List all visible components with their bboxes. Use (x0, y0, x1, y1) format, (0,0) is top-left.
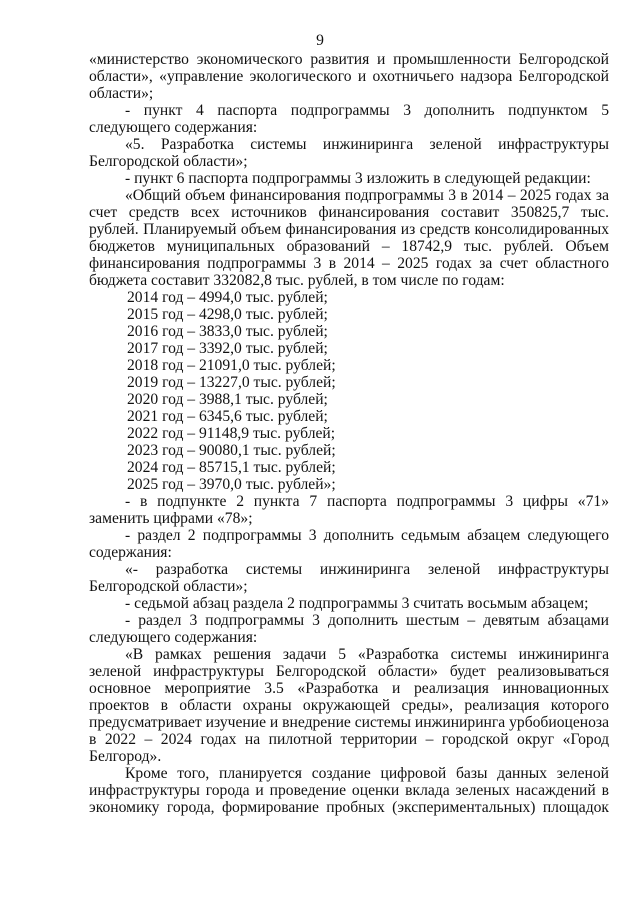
paragraph-funding-total: «Общий объем финансирования подпрограммы 3 в 2014 – 2025 годах за счет средств всех источников финансирования составит 350825,7 тыс. рублей. Планируемый объем финансирования из средств консолидированных бюджетов муниципальных образований – 18742,9 тыс. рублей. Объем финансирования подпрограммы 3 в 2014 – 2025 годах за счет областного бюджета составит 332082,8 тыс. рублей, в том числе по годам: (89, 187, 609, 289)
page-number: 9 (316, 32, 324, 49)
funding-year-line: 2024 год – 85715,1 тыс. рублей; (127, 459, 336, 476)
paragraph-item-6-amendment: - пункт 6 паспорта подпрограммы 3 изложить в следующей редакции: (125, 170, 591, 187)
funding-year-line: 2015 год – 4298,0 тыс. рублей; (127, 306, 328, 323)
paragraph-executors: «министерство экономического развития и промышленности Белгородской области», «управление экологического и охотничьего надзора Белгородской области»; (89, 51, 609, 102)
paragraph-task-5: «В рамках решения задачи 5 «Разработка системы инжиниринга зеленой инфраструктуры Белгородской области» будет реализовываться основное мероприятие 3.5 «Разработка и реализация инновационных проектов в области охраны окружающей среды», реализация которого предусматривает изучение и внедрение системы инжиниринга урбобиоценоза в 2022 – 2024 годах на пилотной территории – городской округ «Город Белгород». (89, 646, 609, 765)
funding-year-line: 2018 год – 21091,0 тыс. рублей; (127, 357, 336, 374)
paragraph-section-2-amendment: - раздел 2 подпрограммы 3 дополнить седьмым абзацем следующего содержания: (89, 527, 609, 561)
paragraph-section-2-new-text: «- разработка системы инжиниринга зеленой инфраструктуры Белгородской области»; (89, 561, 609, 595)
funding-year-line: 2019 год – 13227,0 тыс. рублей; (127, 374, 336, 391)
paragraph-item-7-amendment: - в подпункте 2 пункта 7 паспорта подпрограммы 3 цифры «71» заменить цифрами «78»; (89, 493, 609, 527)
funding-year-line: 2016 год – 3833,0 тыс. рублей; (127, 323, 328, 340)
paragraph-item-4-amendment: - пункт 4 паспорта подпрограммы 3 дополнить подпунктом 5 следующего содержания: (89, 102, 609, 136)
funding-year-line: 2025 год – 3970,0 тыс. рублей»; (127, 476, 336, 493)
document-body (89, 51, 609, 816)
paragraph-section-3-amendment: - раздел 3 подпрограммы 3 дополнить шестым – девятым абзацами следующего содержания: (89, 612, 609, 646)
funding-year-line: 2020 год – 3988,1 тыс. рублей; (127, 391, 328, 408)
funding-year-line: 2021 год – 6345,6 тыс. рублей; (127, 408, 328, 425)
paragraph-section-2-renumber: - седьмой абзац раздела 2 подпрограммы 3 считать восьмым абзацем; (125, 595, 589, 612)
funding-year-line: 2017 год – 3392,0 тыс. рублей; (127, 340, 328, 357)
funding-year-line: 2022 год – 91148,9 тыс. рублей; (127, 425, 336, 442)
funding-year-line: 2014 год – 4994,0 тыс. рублей; (127, 289, 328, 306)
funding-year-line: 2023 год – 90080,1 тыс. рублей; (127, 442, 336, 459)
paragraph-digital-database: Кроме того, планируется создание цифровой базы данных зеленой инфраструктуры города и проведение оценки вклада зеленых насаждений в экономику города, формирование пробных (экспериментальных) площадок (89, 765, 609, 816)
paragraph-subitem-5: «5. Разработка системы инжиниринга зеленой инфраструктуры Белгородской области»; (89, 136, 609, 170)
